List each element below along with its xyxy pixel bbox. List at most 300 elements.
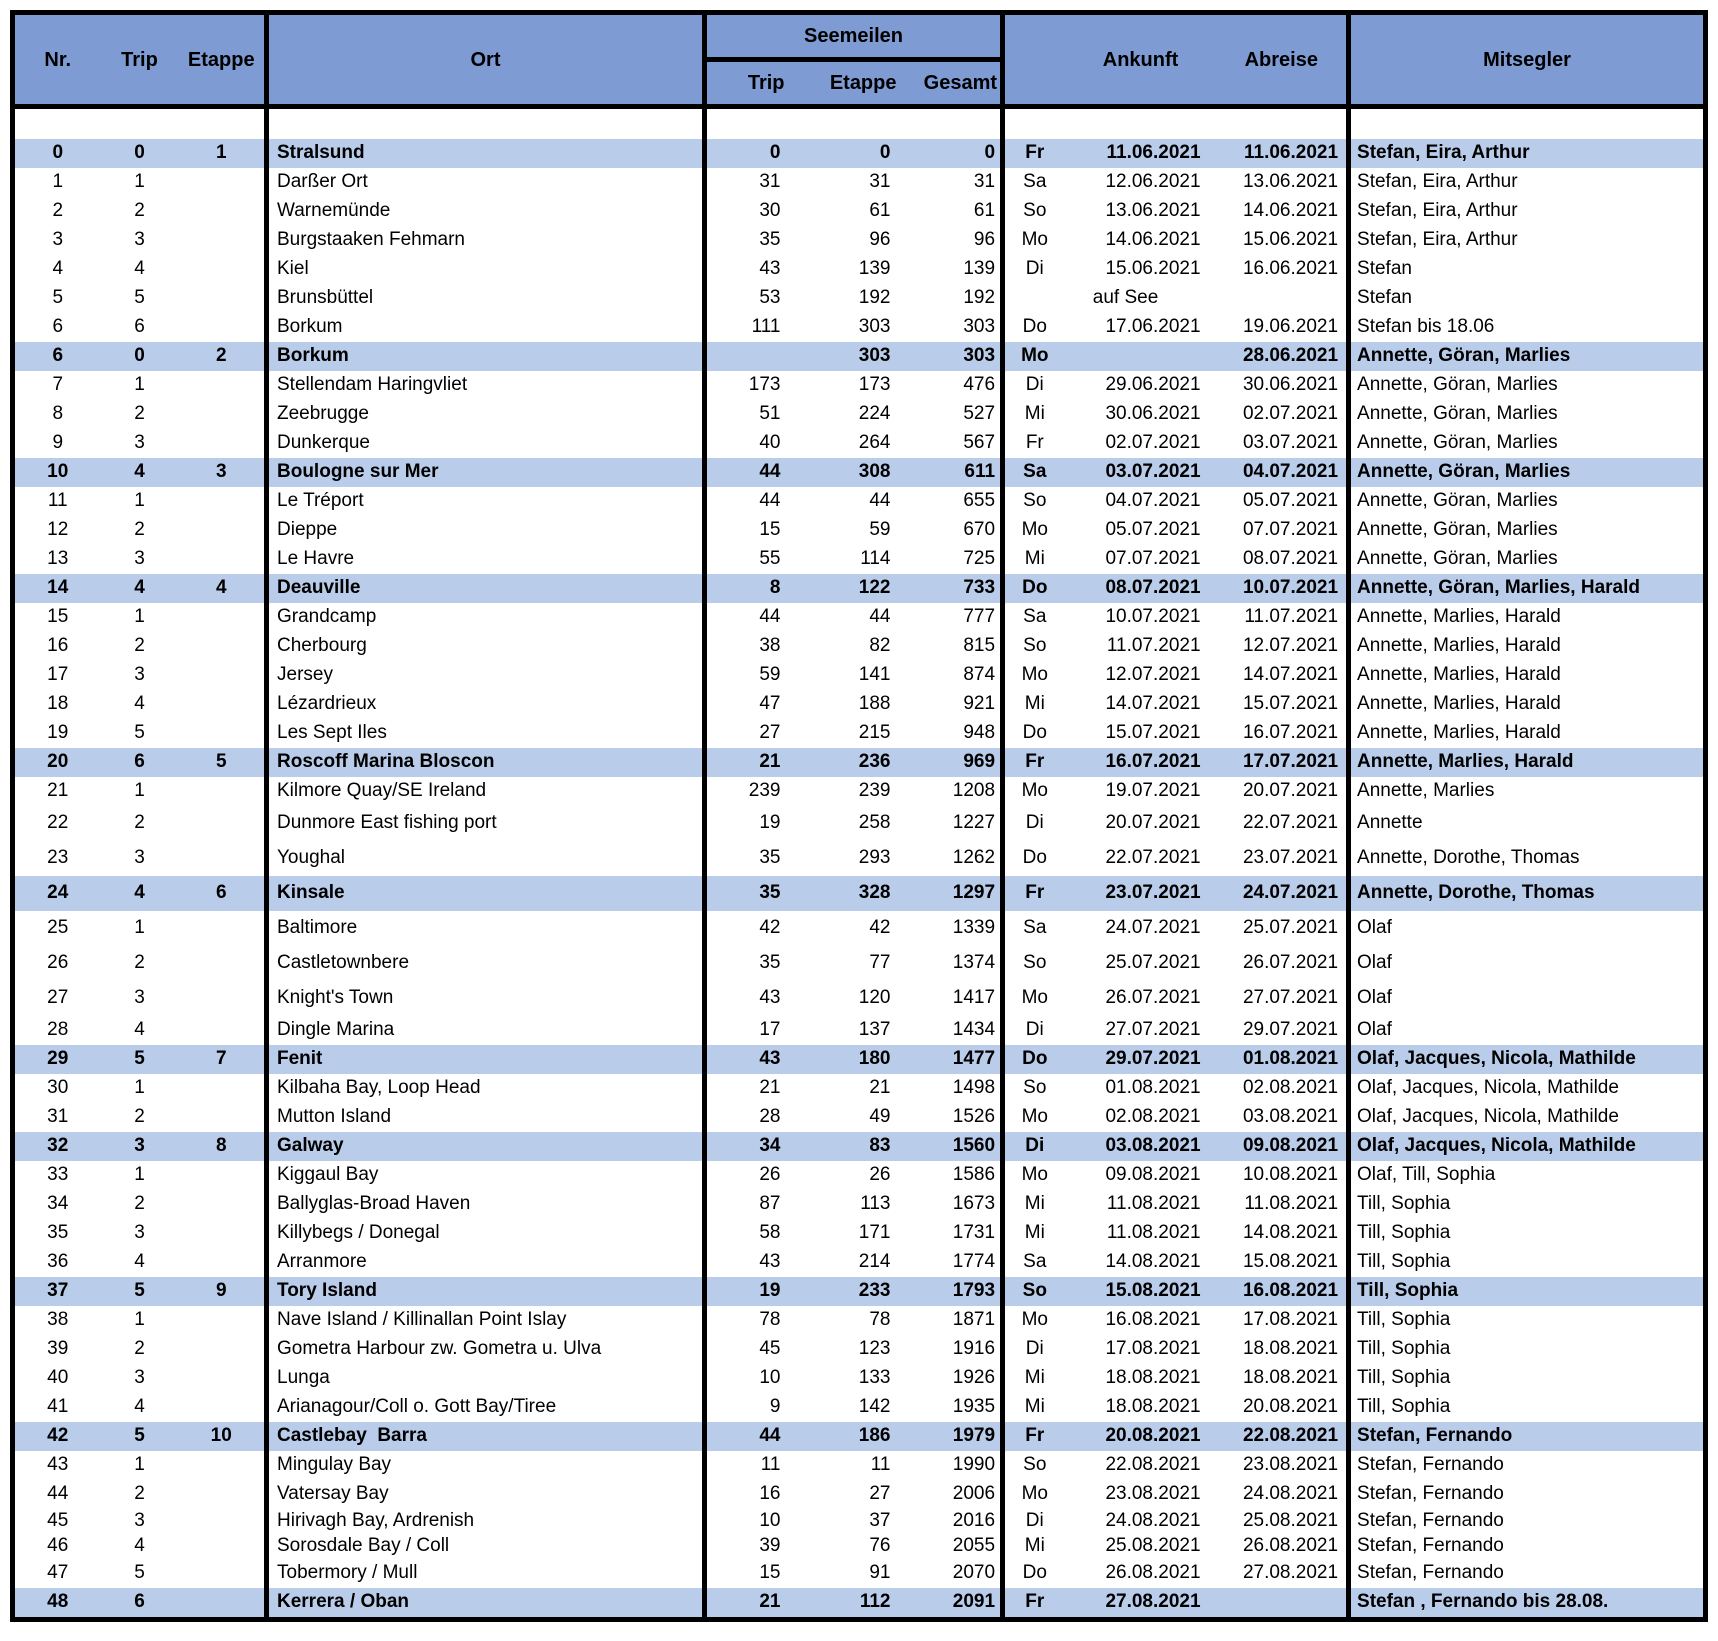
cell-etappe bbox=[179, 806, 267, 841]
cell-ort: Hirivagh Bay, Ardrenish bbox=[267, 1509, 705, 1534]
cell-trip: 5 bbox=[101, 1422, 179, 1451]
cell-ankunft: 17.06.2021 bbox=[1105, 316, 1201, 338]
spacer-row bbox=[13, 107, 1706, 140]
cell-sm-etappe: 215 bbox=[858, 722, 891, 744]
cell-sm-gesamt: 921 bbox=[963, 693, 996, 715]
cell-nr: 45 bbox=[47, 1510, 69, 1532]
spacer-cell bbox=[813, 107, 911, 140]
cell-sm-trip: 44 bbox=[705, 458, 813, 487]
cell-mitsegler: Stefan , Fernando bis 28.08. bbox=[1349, 1588, 1706, 1620]
spacer-cell bbox=[705, 107, 813, 140]
cell-sm-trip: 40 bbox=[705, 429, 813, 458]
cell-nr: 31 bbox=[47, 1106, 69, 1128]
cell-ort: Burgstaaken Fehmarn bbox=[267, 226, 705, 255]
cell-ort: Tory Island bbox=[267, 1277, 705, 1306]
cell-ankunft: 13.06.2021 bbox=[1105, 200, 1201, 222]
cell-ankunft: 03.07.2021 bbox=[1065, 458, 1217, 487]
cell-nr: 36 bbox=[47, 1251, 69, 1273]
cell-day: Mi bbox=[1003, 1219, 1065, 1248]
cell-nr: 24 bbox=[13, 876, 101, 911]
cell-nr: 40 bbox=[47, 1367, 69, 1389]
cell-sm-gesamt: 303 bbox=[963, 316, 996, 338]
cell-sm-etappe: 49 bbox=[869, 1106, 891, 1128]
cell-trip: 0 bbox=[101, 342, 179, 371]
cell-ort: Lunga bbox=[267, 1364, 705, 1393]
cell-ankunft: 27.07.2021 bbox=[1105, 1019, 1201, 1041]
cell-day: Fr bbox=[1003, 748, 1065, 777]
cell-sm-etappe: 113 bbox=[860, 1193, 891, 1215]
cell-abreise: 16.08.2021 bbox=[1217, 1277, 1349, 1306]
cell-abreise: 26.07.2021 bbox=[1242, 952, 1339, 974]
table-row bbox=[13, 1161, 1706, 1190]
spacer-cell bbox=[911, 107, 1003, 140]
cell-sm-etappe: 120 bbox=[858, 987, 891, 1009]
table-row bbox=[13, 946, 1706, 981]
cell-ort: Arranmore bbox=[267, 1248, 705, 1277]
table-row bbox=[13, 400, 1706, 429]
table-row bbox=[13, 516, 1706, 545]
cell-trip: 2 bbox=[134, 403, 145, 425]
cell-ankunft: 19.07.2021 bbox=[1105, 780, 1201, 802]
cell-etappe: 3 bbox=[179, 458, 267, 487]
cell-sm-trip: 30 bbox=[705, 197, 813, 226]
cell-sm-etappe: 258 bbox=[858, 812, 891, 834]
cell-sm-gesamt: 0 bbox=[911, 139, 1003, 168]
cell-mitsegler: Annette, Marlies, Harald bbox=[1349, 603, 1706, 632]
cell-ankunft: 11.06.2021 bbox=[1065, 139, 1217, 168]
cell-sm-etappe: 76 bbox=[869, 1535, 891, 1557]
cell-abreise: 15.06.2021 bbox=[1242, 229, 1339, 251]
cell-ort: Stralsund bbox=[267, 139, 705, 168]
cell-trip: 3 bbox=[134, 664, 145, 686]
cell-nr: 17 bbox=[47, 664, 69, 686]
cell-sm-etappe: 328 bbox=[813, 876, 911, 911]
cell-sm-gesamt: 1434 bbox=[952, 1019, 996, 1041]
cell-mitsegler: Annette, Marlies, Harald bbox=[1349, 661, 1706, 690]
cell-nr: 28 bbox=[47, 1019, 69, 1041]
col-header-ort: Ort bbox=[267, 13, 705, 107]
cell-day: So bbox=[1003, 632, 1065, 661]
cell-trip: 4 bbox=[134, 693, 145, 715]
cell-nr: 27 bbox=[47, 987, 69, 1009]
spacer-cell bbox=[13, 107, 101, 140]
cell-sm-etappe: 186 bbox=[813, 1422, 911, 1451]
cell-sm-etappe: 236 bbox=[813, 748, 911, 777]
cell-sm-gesamt: 670 bbox=[963, 519, 996, 541]
cell-nr: 12 bbox=[47, 519, 69, 541]
cell-trip: 3 bbox=[134, 1367, 145, 1389]
cell-sm-trip: 9 bbox=[705, 1393, 813, 1422]
cell-sm-etappe: 82 bbox=[869, 635, 891, 657]
table-row bbox=[13, 1306, 1706, 1335]
cell-sm-etappe: 239 bbox=[858, 780, 891, 802]
cell-abreise: 24.08.2021 bbox=[1242, 1483, 1339, 1505]
cell-abreise: 11.08.2021 bbox=[1244, 1193, 1339, 1215]
cell-sm-gesamt: 476 bbox=[963, 374, 996, 396]
cell-ort: Kinsale bbox=[267, 876, 705, 911]
cell-ort: Baltimore bbox=[267, 911, 705, 946]
spacer-cell bbox=[1065, 107, 1217, 140]
cell-sm-etappe: 114 bbox=[860, 548, 891, 570]
cell-ort: Knight's Town bbox=[267, 981, 705, 1016]
cell-trip: 3 bbox=[134, 1510, 145, 1532]
col-header-trip: Trip bbox=[101, 13, 179, 107]
table-row bbox=[13, 981, 1706, 1016]
cell-abreise: 02.07.2021 bbox=[1242, 403, 1339, 425]
cell-abreise: 04.07.2021 bbox=[1217, 458, 1349, 487]
cell-etappe bbox=[179, 719, 267, 748]
cell-sm-etappe: 224 bbox=[858, 403, 891, 425]
cell-trip: 2 bbox=[134, 519, 145, 541]
cell-mitsegler: Stefan, Fernando bbox=[1349, 1480, 1706, 1509]
cell-ankunft: 24.07.2021 bbox=[1105, 917, 1201, 939]
cell-trip: 1 bbox=[134, 1077, 145, 1099]
cell-etappe bbox=[179, 1161, 267, 1190]
cell-nr: 44 bbox=[47, 1483, 69, 1505]
cell-trip: 1 bbox=[134, 1164, 145, 1186]
cell-mitsegler: Olaf, Jacques, Nicola, Mathilde bbox=[1349, 1132, 1706, 1161]
cell-sm-gesamt: 96 bbox=[973, 229, 996, 251]
cell-mitsegler: Annette, Göran, Marlies bbox=[1349, 458, 1706, 487]
cell-abreise bbox=[1217, 284, 1349, 313]
cell-mitsegler: Till, Sophia bbox=[1349, 1219, 1706, 1248]
cell-trip: 5 bbox=[101, 1045, 179, 1074]
cell-trip: 4 bbox=[134, 1251, 145, 1273]
cell-sm-etappe: 59 bbox=[869, 519, 891, 541]
cell-nr: 2 bbox=[52, 200, 64, 222]
cell-sm-gesamt: 969 bbox=[911, 748, 1003, 777]
cell-mitsegler: Annette, Dorothe, Thomas bbox=[1349, 876, 1706, 911]
cell-mitsegler: Stefan bbox=[1349, 284, 1706, 313]
table-row bbox=[13, 429, 1706, 458]
stage-summary-row bbox=[13, 1588, 1706, 1620]
cell-abreise: 25.08.2021 bbox=[1242, 1510, 1339, 1532]
cell-nr: 13 bbox=[47, 548, 69, 570]
cell-day: Di bbox=[1003, 1335, 1065, 1364]
cell-nr: 42 bbox=[13, 1422, 101, 1451]
cell-etappe bbox=[179, 1306, 267, 1335]
cell-ankunft: 20.08.2021 bbox=[1065, 1422, 1217, 1451]
cell-mitsegler: Stefan, Eira, Arthur bbox=[1349, 197, 1706, 226]
spacer-cell bbox=[179, 107, 267, 140]
cell-trip: 4 bbox=[134, 1019, 145, 1041]
cell-sm-etappe: 27 bbox=[869, 1483, 891, 1505]
cell-nr: 29 bbox=[13, 1045, 101, 1074]
cell-sm-trip: 44 bbox=[705, 487, 813, 516]
cell-mitsegler: Stefan, Fernando bbox=[1349, 1451, 1706, 1480]
cell-day: Do bbox=[1003, 1045, 1065, 1074]
cell-mitsegler: Annette, Dorothe, Thomas bbox=[1349, 841, 1706, 876]
cell-etappe bbox=[179, 632, 267, 661]
cell-nr: 5 bbox=[52, 287, 64, 309]
cell-trip: 3 bbox=[134, 229, 145, 251]
cell-mitsegler: Olaf, Jacques, Nicola, Mathilde bbox=[1349, 1103, 1706, 1132]
cell-mitsegler: Till, Sophia bbox=[1349, 1335, 1706, 1364]
cell-trip: 1 bbox=[134, 606, 145, 628]
table-row bbox=[13, 1219, 1706, 1248]
cell-trip: 4 bbox=[134, 1535, 145, 1557]
cell-etappe bbox=[179, 371, 267, 400]
cell-day: Sa bbox=[1003, 603, 1065, 632]
cell-abreise: 28.06.2021 bbox=[1217, 342, 1349, 371]
cell-nr: 20 bbox=[13, 748, 101, 777]
cell-mitsegler: Olaf, Jacques, Nicola, Mathilde bbox=[1349, 1074, 1706, 1103]
cell-ort: Lézardrieux bbox=[267, 690, 705, 719]
cell-mitsegler: Annette, Marlies, Harald bbox=[1349, 690, 1706, 719]
stage-summary-row bbox=[13, 139, 1706, 168]
cell-nr: 6 bbox=[13, 342, 101, 371]
cell-sm-etappe: 308 bbox=[813, 458, 911, 487]
cell-etappe bbox=[179, 1559, 267, 1588]
cell-sm-trip: 43 bbox=[705, 1045, 813, 1074]
cell-ort: Zeebrugge bbox=[267, 400, 705, 429]
cell-etappe bbox=[179, 197, 267, 226]
cell-sm-etappe: 11 bbox=[870, 1454, 891, 1476]
cell-day: Mo bbox=[1003, 777, 1065, 806]
cell-trip: 1 bbox=[134, 374, 145, 396]
cell-mitsegler: Annette, Marlies, Harald bbox=[1349, 719, 1706, 748]
cell-mitsegler: Annette, Göran, Marlies bbox=[1349, 545, 1706, 574]
table-row bbox=[13, 603, 1706, 632]
cell-trip: 1 bbox=[134, 917, 145, 939]
cell-sm-etappe: 192 bbox=[858, 287, 891, 309]
cell-sm-etappe: 96 bbox=[869, 229, 891, 251]
cell-etappe bbox=[179, 1103, 267, 1132]
cell-sm-trip: 42 bbox=[705, 911, 813, 946]
cell-mitsegler: Annette, Göran, Marlies bbox=[1349, 342, 1706, 371]
spacer-cell bbox=[267, 107, 705, 140]
cell-mitsegler: Annette, Göran, Marlies bbox=[1349, 371, 1706, 400]
table-row bbox=[13, 1534, 1706, 1559]
cell-nr: 0 bbox=[13, 139, 101, 168]
cell-day: Mi bbox=[1003, 1534, 1065, 1559]
cell-abreise: 15.07.2021 bbox=[1242, 693, 1339, 715]
cell-abreise: 23.08.2021 bbox=[1242, 1454, 1339, 1476]
cell-trip: 3 bbox=[134, 548, 145, 570]
cell-ankunft: 02.07.2021 bbox=[1105, 432, 1201, 454]
cell-abreise: 22.08.2021 bbox=[1217, 1422, 1349, 1451]
cell-sm-etappe: 91 bbox=[869, 1562, 891, 1584]
cell-ankunft: auf See bbox=[1092, 287, 1159, 309]
trip-log-table bbox=[10, 10, 1708, 1622]
cell-ort: Le Havre bbox=[267, 545, 705, 574]
cell-abreise: 14.07.2021 bbox=[1242, 664, 1339, 686]
cell-abreise: 18.08.2021 bbox=[1242, 1338, 1339, 1360]
cell-ort: Kiggaul Bay bbox=[267, 1161, 705, 1190]
cell-ort: Kiel bbox=[267, 255, 705, 284]
cell-sm-trip: 53 bbox=[705, 284, 813, 313]
table-row bbox=[13, 1559, 1706, 1588]
cell-sm-gesamt: 1374 bbox=[952, 952, 996, 974]
cell-trip: 1 bbox=[134, 780, 145, 802]
cell-day: Fr bbox=[1003, 876, 1065, 911]
cell-nr: 34 bbox=[47, 1193, 69, 1215]
cell-etappe bbox=[179, 429, 267, 458]
cell-day: Mo bbox=[1003, 1480, 1065, 1509]
cell-trip: 2 bbox=[134, 1483, 145, 1505]
cell-day: Mo bbox=[1003, 1161, 1065, 1190]
table-row bbox=[13, 719, 1706, 748]
cell-ort: Les Sept Iles bbox=[267, 719, 705, 748]
cell-sm-gesamt: 1262 bbox=[952, 847, 996, 869]
cell-ort: Youghal bbox=[267, 841, 705, 876]
table-row bbox=[13, 1393, 1706, 1422]
cell-trip: 1 bbox=[134, 490, 145, 512]
spacer-cell bbox=[1003, 107, 1065, 140]
table-row bbox=[13, 197, 1706, 226]
cell-nr: 48 bbox=[13, 1588, 101, 1620]
cell-mitsegler: Olaf bbox=[1349, 981, 1706, 1016]
cell-abreise: 12.07.2021 bbox=[1242, 635, 1339, 657]
spacer-cell bbox=[1217, 107, 1349, 140]
cell-sm-etappe: 233 bbox=[813, 1277, 911, 1306]
cell-sm-gesamt: 777 bbox=[963, 606, 996, 628]
cell-sm-trip: 87 bbox=[705, 1190, 813, 1219]
cell-day: Mi bbox=[1003, 1190, 1065, 1219]
table-row bbox=[13, 487, 1706, 516]
cell-sm-trip: 35 bbox=[705, 946, 813, 981]
cell-sm-etappe: 137 bbox=[858, 1019, 891, 1041]
table-row bbox=[13, 545, 1706, 574]
cell-sm-etappe: 61 bbox=[869, 200, 891, 222]
table-row bbox=[13, 632, 1706, 661]
cell-ort: Le Tréport bbox=[267, 487, 705, 516]
cell-sm-etappe: 26 bbox=[869, 1164, 891, 1186]
cell-sm-gesamt: 1979 bbox=[911, 1422, 1003, 1451]
table-row bbox=[13, 806, 1706, 841]
cell-day: Mi bbox=[1003, 545, 1065, 574]
cell-sm-trip: 35 bbox=[705, 841, 813, 876]
col-header-etappe: Etappe bbox=[179, 13, 267, 107]
cell-sm-etappe: 214 bbox=[858, 1251, 891, 1273]
cell-abreise: 17.08.2021 bbox=[1242, 1309, 1339, 1331]
cell-sm-trip: 19 bbox=[705, 806, 813, 841]
cell-sm-gesamt: 1227 bbox=[952, 812, 996, 834]
cell-ankunft: 30.06.2021 bbox=[1105, 403, 1201, 425]
cell-trip: 2 bbox=[134, 200, 145, 222]
cell-ort: Arianagour/Coll o. Gott Bay/Tiree bbox=[267, 1393, 705, 1422]
stage-summary-row bbox=[13, 574, 1706, 603]
cell-nr: 6 bbox=[52, 316, 64, 338]
cell-sm-trip: 111 bbox=[705, 313, 813, 342]
cell-sm-gesamt: 2091 bbox=[911, 1588, 1003, 1620]
cell-sm-trip: 21 bbox=[705, 748, 813, 777]
cell-sm-etappe: 83 bbox=[813, 1132, 911, 1161]
cell-trip: 2 bbox=[134, 1338, 145, 1360]
cell-ankunft: 18.08.2021 bbox=[1105, 1367, 1201, 1389]
cell-sm-gesamt: 1477 bbox=[911, 1045, 1003, 1074]
cell-sm-trip: 17 bbox=[705, 1016, 813, 1045]
cell-mitsegler: Annette, Göran, Marlies bbox=[1349, 400, 1706, 429]
cell-ort: Ballyglas-Broad Haven bbox=[267, 1190, 705, 1219]
cell-ankunft: 07.07.2021 bbox=[1105, 548, 1201, 570]
cell-trip: 3 bbox=[134, 987, 145, 1009]
cell-sm-gesamt: 2016 bbox=[952, 1510, 996, 1532]
table-row bbox=[13, 1190, 1706, 1219]
cell-etappe bbox=[179, 1534, 267, 1559]
cell-sm-trip: 39 bbox=[705, 1534, 813, 1559]
cell-sm-etappe: 112 bbox=[813, 1588, 911, 1620]
cell-sm-etappe: 180 bbox=[813, 1045, 911, 1074]
cell-nr: 35 bbox=[47, 1222, 69, 1244]
cell-nr: 46 bbox=[47, 1535, 69, 1557]
cell-sm-trip: 43 bbox=[705, 981, 813, 1016]
cell-ankunft: 26.08.2021 bbox=[1105, 1562, 1201, 1584]
col-header-seemeilen-trip: Trip bbox=[705, 60, 813, 107]
cell-trip: 3 bbox=[101, 1132, 179, 1161]
cell-day: Mo bbox=[1003, 516, 1065, 545]
cell-nr: 1 bbox=[52, 171, 64, 193]
cell-ankunft: 29.06.2021 bbox=[1105, 374, 1201, 396]
cell-mitsegler: Till, Sophia bbox=[1349, 1393, 1706, 1422]
col-group-header-seemeilen: Seemeilen bbox=[705, 13, 1003, 60]
cell-day: Fr bbox=[1003, 1588, 1065, 1620]
cell-ort: Grandcamp bbox=[267, 603, 705, 632]
col-header-ankunft: Ankunft bbox=[1065, 13, 1217, 107]
cell-day: Mo bbox=[1003, 661, 1065, 690]
cell-sm-trip: 38 bbox=[705, 632, 813, 661]
cell-day: So bbox=[1003, 1277, 1065, 1306]
cell-day: Di bbox=[1003, 1132, 1065, 1161]
cell-etappe bbox=[179, 284, 267, 313]
cell-etappe bbox=[179, 487, 267, 516]
cell-sm-gesamt: 1586 bbox=[952, 1164, 996, 1186]
cell-sm-trip: 34 bbox=[705, 1132, 813, 1161]
cell-sm-trip: 58 bbox=[705, 1219, 813, 1248]
cell-ankunft: 27.08.2021 bbox=[1065, 1588, 1217, 1620]
cell-sm-gesamt: 1731 bbox=[952, 1222, 996, 1244]
cell-day: Do bbox=[1003, 841, 1065, 876]
cell-trip: 1 bbox=[134, 1309, 145, 1331]
cell-ankunft: 16.07.2021 bbox=[1065, 748, 1217, 777]
cell-sm-trip: 16 bbox=[705, 1480, 813, 1509]
cell-sm-trip: 47 bbox=[705, 690, 813, 719]
cell-day: Di bbox=[1003, 1509, 1065, 1534]
cell-abreise: 19.06.2021 bbox=[1242, 316, 1339, 338]
cell-nr: 19 bbox=[47, 722, 69, 744]
cell-etappe bbox=[179, 1219, 267, 1248]
cell-day: Mo bbox=[1003, 981, 1065, 1016]
cell-trip: 2 bbox=[134, 1193, 145, 1215]
cell-sm-gesamt: 2006 bbox=[952, 1483, 996, 1505]
table-row bbox=[13, 168, 1706, 197]
header-row-main bbox=[13, 13, 1706, 60]
cell-day: So bbox=[1003, 946, 1065, 981]
cell-sm-trip: 8 bbox=[705, 574, 813, 603]
cell-ankunft: 12.06.2021 bbox=[1105, 171, 1201, 193]
cell-ankunft: 09.08.2021 bbox=[1105, 1164, 1201, 1186]
cell-sm-trip: 28 bbox=[705, 1103, 813, 1132]
cell-ankunft: 17.08.2021 bbox=[1105, 1338, 1201, 1360]
cell-etappe: 8 bbox=[179, 1132, 267, 1161]
cell-sm-gesamt: 815 bbox=[963, 635, 996, 657]
cell-trip: 4 bbox=[134, 1396, 145, 1418]
cell-sm-etappe: 303 bbox=[813, 342, 911, 371]
cell-etappe bbox=[179, 1248, 267, 1277]
cell-sm-trip: 26 bbox=[705, 1161, 813, 1190]
cell-ort: Stellendam Haringvliet bbox=[267, 371, 705, 400]
cell-abreise: 05.07.2021 bbox=[1242, 490, 1339, 512]
cell-ort: Dingle Marina bbox=[267, 1016, 705, 1045]
cell-day: So bbox=[1003, 1451, 1065, 1480]
cell-abreise: 01.08.2021 bbox=[1217, 1045, 1349, 1074]
cell-trip: 4 bbox=[134, 258, 145, 280]
table-row bbox=[13, 255, 1706, 284]
cell-abreise: 16.07.2021 bbox=[1242, 722, 1339, 744]
table-row bbox=[13, 661, 1706, 690]
cell-ankunft: 11.08.2021 bbox=[1106, 1222, 1201, 1244]
cell-abreise: 08.07.2021 bbox=[1242, 548, 1339, 570]
